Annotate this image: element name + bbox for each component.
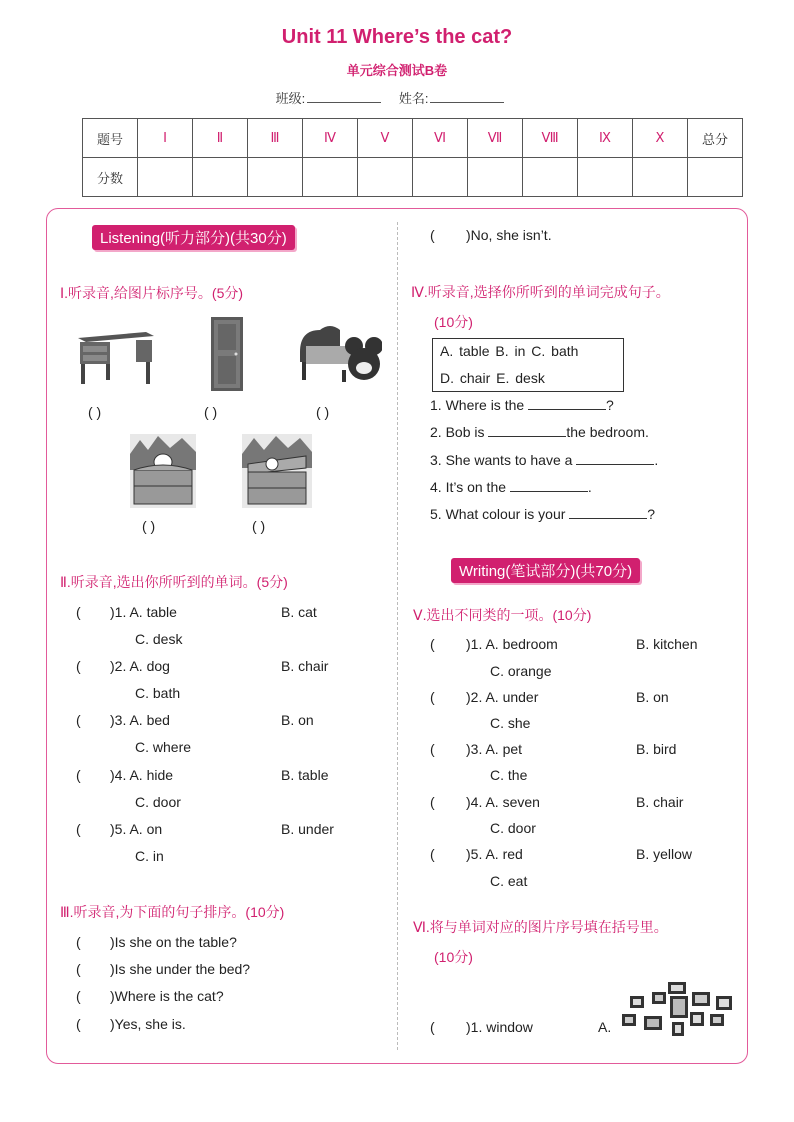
fill-sentence	[430, 452, 658, 468]
open-paren[interactable]: (	[430, 227, 435, 243]
photo-wall-picture	[618, 980, 738, 1040]
option-c: C. in	[135, 848, 164, 864]
page-subtitle: 单元综合测试B卷	[346, 63, 448, 78]
option-b: B. chair	[636, 794, 684, 810]
score-cell[interactable]	[523, 158, 578, 197]
answer-paren[interactable]: ( )	[252, 518, 266, 534]
open-paren[interactable]: (	[430, 636, 435, 652]
score-cell[interactable]	[578, 158, 633, 197]
score-col-1: Ⅰ	[138, 119, 193, 158]
class-blank[interactable]	[307, 90, 381, 103]
listening-banner: Listening(听力部分)(共30分)	[92, 225, 295, 250]
score-col-10: Ⅹ	[633, 119, 688, 158]
desk-picture	[76, 330, 156, 388]
chest-picture	[242, 434, 312, 508]
score-row-label: 题号	[83, 119, 138, 158]
name-blank[interactable]	[430, 90, 504, 103]
open-paren[interactable]: (	[430, 689, 435, 705]
question-text: )4. A. seven	[466, 794, 540, 810]
option-c: C. orange	[490, 663, 552, 679]
section-3-title: Ⅲ.听录音,为下面的句子排序。(10分)	[60, 904, 285, 920]
score-col-4: Ⅳ	[303, 119, 358, 158]
sentence: )Where is the cat?	[110, 988, 224, 1004]
fill-sentence	[430, 397, 614, 413]
open-paren[interactable]: (	[430, 741, 435, 757]
answer-paren[interactable]: ( )	[142, 518, 156, 534]
sentence-end: the bedroom.	[566, 424, 649, 440]
open-paren[interactable]: (	[430, 1019, 435, 1035]
score-cell[interactable]	[413, 158, 468, 197]
section-2-title: Ⅱ.听录音,选出你所听到的单词。(5分)	[60, 574, 288, 590]
sentence-start: 2. Bob is	[430, 424, 489, 440]
answer-blank[interactable]	[510, 479, 588, 492]
sentence-end: .	[587, 479, 592, 495]
open-paren[interactable]: (	[76, 658, 81, 674]
column-divider	[397, 222, 398, 1050]
score-col-6: Ⅵ	[413, 119, 468, 158]
open-paren[interactable]: (	[76, 988, 81, 1004]
score-cell[interactable]	[248, 158, 303, 197]
answer-blank[interactable]	[569, 506, 647, 519]
option-b: B. yellow	[636, 846, 693, 862]
door-picture	[210, 316, 244, 392]
option-b: B. on	[281, 712, 314, 728]
option-c: C. door	[490, 820, 536, 836]
option-a: A.	[598, 1019, 612, 1035]
option-c: C. she	[490, 715, 531, 731]
open-paren[interactable]: (	[76, 934, 81, 950]
section-6-points: (10分)	[434, 949, 473, 965]
option-c: C. the	[490, 767, 528, 783]
option-c: C. desk	[135, 631, 183, 647]
fill-sentence	[430, 479, 592, 495]
sentence: )No, she isn’t.	[466, 227, 552, 243]
writing-banner: Writing(笔试部分)(共70分)	[451, 558, 640, 583]
option-b: B. under	[281, 821, 334, 837]
section-4-points: (10分)	[434, 314, 473, 330]
open-paren[interactable]: (	[430, 794, 435, 810]
score-col-3: Ⅲ	[248, 119, 303, 158]
fill-sentence	[430, 506, 655, 522]
option-b: B. cat	[281, 604, 317, 620]
name-bar	[0, 88, 794, 107]
answer-paren[interactable]: ( )	[316, 404, 330, 420]
question-text: )5. A. red	[466, 846, 523, 862]
open-paren[interactable]: (	[76, 604, 81, 620]
score-cell[interactable]	[468, 158, 523, 197]
word-bank-row: D. chair E. desk	[440, 370, 545, 386]
score-total-label: 总分	[688, 119, 743, 158]
open-paren[interactable]: (	[76, 821, 81, 837]
option-c: C. bath	[135, 685, 181, 701]
class-label: 班级:	[275, 91, 306, 106]
open-paren[interactable]: (	[430, 846, 435, 862]
option-b: B. on	[636, 689, 669, 705]
option-c: C. eat	[490, 873, 528, 889]
sentence: )Is she on the table?	[110, 934, 237, 950]
word-bank-row: A. table B. in C. bath	[440, 343, 579, 359]
answer-paren[interactable]: ( )	[88, 404, 102, 420]
question-text: )4. A. hide	[110, 767, 174, 783]
question-text: )3. A. bed	[110, 712, 170, 728]
section-5-title: Ⅴ.选出不同类的一项。(10分)	[413, 607, 592, 623]
score-col-2: Ⅱ	[193, 119, 248, 158]
answer-blank[interactable]	[576, 452, 654, 465]
score-value-label: 分数	[83, 158, 138, 197]
sentence-start: 1. Where is the	[430, 397, 529, 413]
score-table	[82, 118, 743, 197]
score-col-8: Ⅷ	[523, 119, 578, 158]
score-cell[interactable]	[193, 158, 248, 197]
score-cell[interactable]	[138, 158, 193, 197]
sentence: )Is she under the bed?	[110, 961, 251, 977]
score-cell[interactable]	[303, 158, 358, 197]
score-col-7: Ⅶ	[468, 119, 523, 158]
option-c: C. where	[135, 739, 192, 755]
sentence-end: ?	[647, 506, 656, 522]
section-6-title: Ⅵ.将与单词对应的图片序号填在括号里。	[413, 919, 668, 935]
option-b: B. kitchen	[636, 636, 698, 652]
name-label: 姓名:	[398, 91, 429, 106]
score-cell[interactable]	[688, 158, 743, 197]
sentence-end: ?	[606, 397, 614, 413]
score-cell[interactable]	[633, 158, 688, 197]
score-col-5: Ⅴ	[358, 119, 413, 158]
question-text: )2. A. under	[466, 689, 539, 705]
answer-blank[interactable]	[488, 424, 566, 437]
sentence-start: 3. She wants to have a	[430, 452, 577, 468]
score-col-9: Ⅸ	[578, 119, 633, 158]
score-cell[interactable]	[358, 158, 413, 197]
open-paren[interactable]: (	[76, 767, 81, 783]
section-1-title: Ⅰ.听录音,给图片标序号。(5分)	[60, 285, 244, 301]
open-paren[interactable]: (	[76, 712, 81, 728]
section-4-title: Ⅳ.听录音,选择你所听到的单词完成句子。	[411, 284, 670, 300]
question-text: )1. window	[466, 1019, 533, 1035]
question-text: )5. A. on	[110, 821, 163, 837]
answer-blank[interactable]	[528, 397, 606, 410]
question-text: )2. A. dog	[110, 658, 170, 674]
question-text: )3. A. pet	[466, 741, 523, 757]
option-c: C. door	[135, 794, 181, 810]
answer-paren[interactable]: ( )	[204, 404, 218, 420]
page-title: Unit 11 Where’s the cat?	[281, 26, 513, 48]
sentence-end: .	[654, 452, 659, 468]
option-b: B. chair	[281, 658, 329, 674]
question-text: )1. A. bedroom	[466, 636, 558, 652]
open-paren[interactable]: (	[76, 961, 81, 977]
option-b: B. bird	[636, 741, 677, 757]
sentence-start: 5. What colour is your	[430, 506, 570, 522]
option-b: B. table	[281, 767, 329, 783]
fill-sentence	[430, 424, 649, 440]
sentence: )Yes, she is.	[110, 1016, 186, 1032]
open-paren[interactable]: (	[76, 1016, 81, 1032]
bed-picture	[296, 322, 382, 388]
question-text: )1. A. table	[110, 604, 177, 620]
sentence-start: 4. It’s on the	[430, 479, 510, 495]
chest-with-cat-picture	[130, 434, 196, 508]
